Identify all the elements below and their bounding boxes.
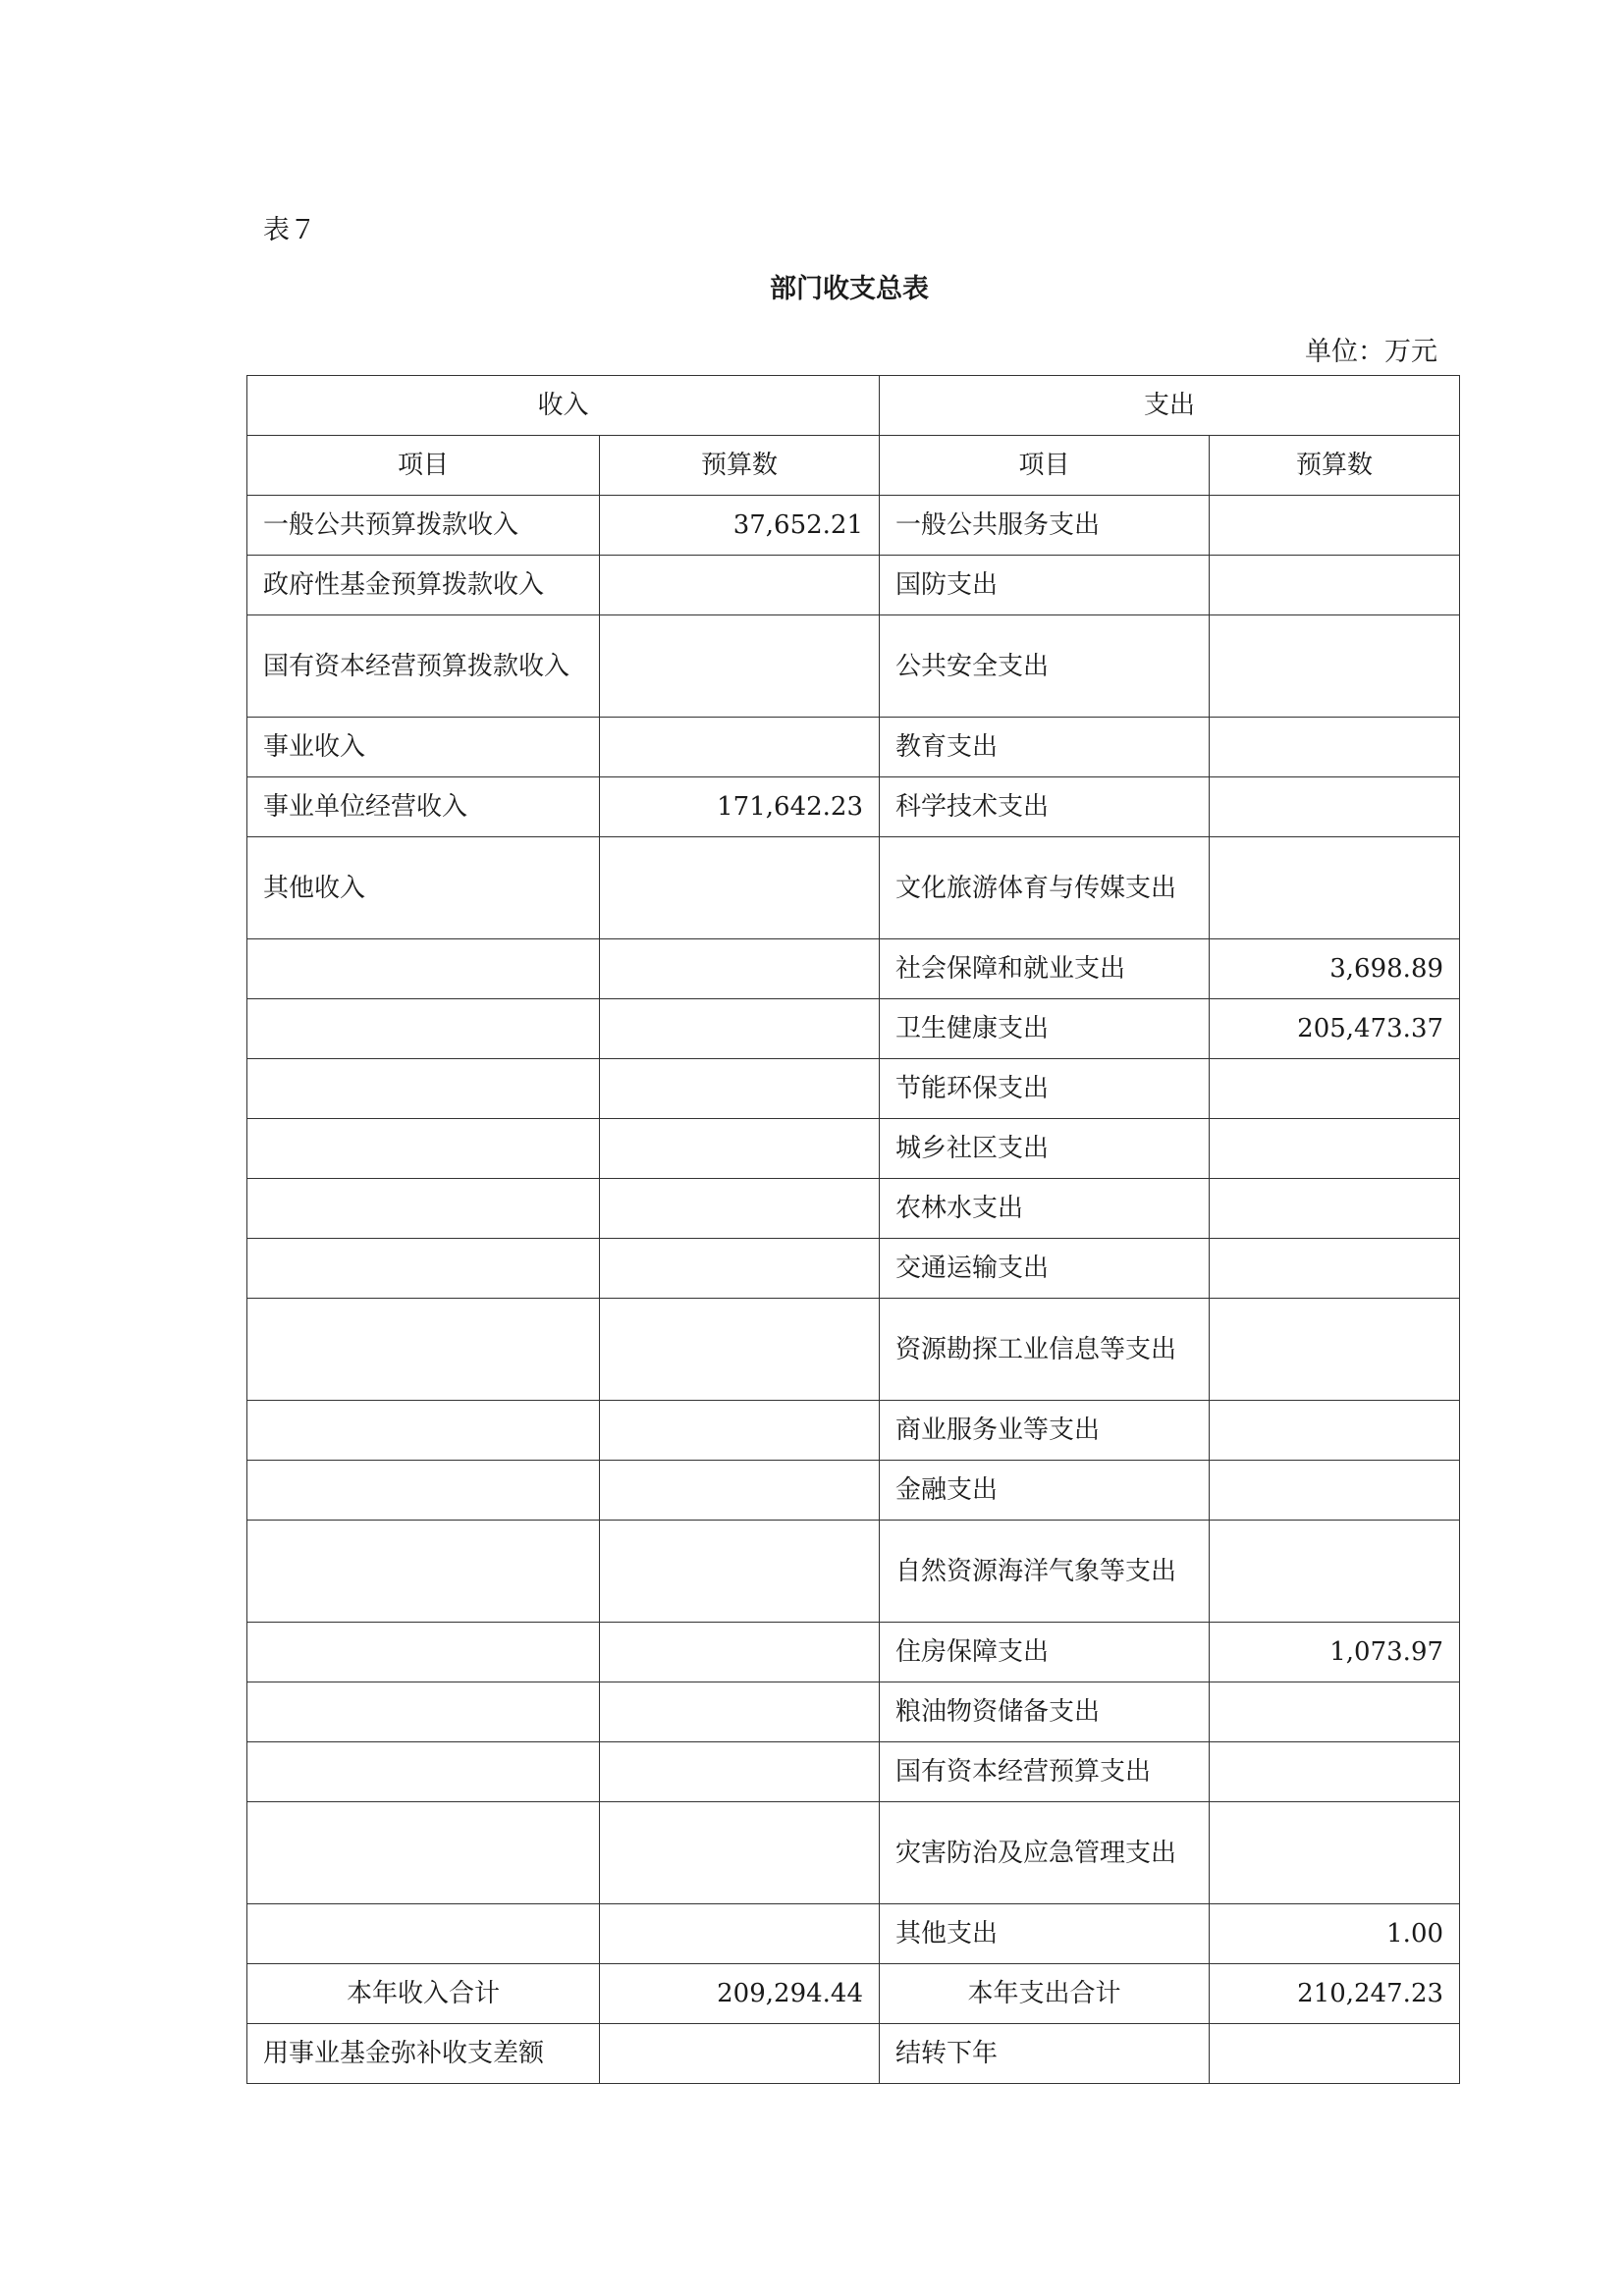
expense-section-header: 支出 <box>880 376 1460 436</box>
income-value <box>600 1623 880 1682</box>
table-row <box>247 1119 1460 1179</box>
expense-item: 社会保障和就业支出 <box>880 939 1210 999</box>
expense-value <box>1210 556 1460 615</box>
income-value <box>600 1059 880 1119</box>
table-row <box>247 1299 1460 1401</box>
expense-value <box>1210 1119 1460 1179</box>
expense-item: 金融支出 <box>880 1461 1210 1521</box>
expense-value: 205,473.37 <box>1210 999 1460 1059</box>
expense-value <box>1210 1299 1460 1401</box>
income-value <box>600 1682 880 1742</box>
expense-value <box>1210 1802 1460 1904</box>
expense-item: 一般公共服务支出 <box>880 496 1210 556</box>
income-value <box>600 1521 880 1623</box>
expense-item: 其他支出 <box>880 1904 1210 1964</box>
section-header-row <box>247 376 1460 436</box>
income-item <box>247 1461 600 1521</box>
expense-item: 自然资源海洋气象等支出 <box>880 1521 1210 1623</box>
income-value <box>600 1119 880 1179</box>
table-row <box>247 718 1460 777</box>
expense-budget-header: 预算数 <box>1210 436 1460 496</box>
income-budget-header: 预算数 <box>600 436 880 496</box>
table-row <box>247 1802 1460 1904</box>
income-item: 政府性基金预算拨款收入 <box>247 556 600 615</box>
income-total-value: 209,294.44 <box>600 1964 880 2024</box>
income-item <box>247 1299 600 1401</box>
income-value <box>600 1802 880 1904</box>
income-value <box>600 718 880 777</box>
expense-item: 商业服务业等支出 <box>880 1401 1210 1461</box>
table-row <box>247 1521 1460 1623</box>
expense-item: 国有资本经营预算支出 <box>880 1742 1210 1802</box>
expense-item: 住房保障支出 <box>880 1623 1210 1682</box>
income-value <box>600 1742 880 1802</box>
table-row <box>247 1461 1460 1521</box>
final-row <box>247 2024 1460 2084</box>
table-row <box>247 777 1460 837</box>
income-item <box>247 1904 600 1964</box>
expense-item: 农林水支出 <box>880 1179 1210 1239</box>
income-item: 一般公共预算拨款收入 <box>247 496 600 556</box>
table-row <box>247 1904 1460 1964</box>
table-number-label: 表７ <box>263 215 316 245</box>
income-item <box>247 1059 600 1119</box>
income-value <box>600 556 880 615</box>
income-value <box>600 1299 880 1401</box>
income-value <box>600 1179 880 1239</box>
table-row <box>247 939 1460 999</box>
expense-value <box>1210 1742 1460 1802</box>
expense-item: 灾害防治及应急管理支出 <box>880 1802 1210 1904</box>
income-value <box>600 939 880 999</box>
totals-row <box>247 1964 1460 2024</box>
expense-value <box>1210 1401 1460 1461</box>
expense-item: 城乡社区支出 <box>880 1119 1210 1179</box>
expense-item: 科学技术支出 <box>880 777 1210 837</box>
income-item <box>247 1239 600 1299</box>
column-header-row <box>247 436 1460 496</box>
income-item <box>247 1682 600 1742</box>
expense-total-value: 210,247.23 <box>1210 1964 1460 2024</box>
expense-value <box>1210 1682 1460 1742</box>
income-item <box>247 1802 600 1904</box>
income-item: 用事业基金弥补收支差额 <box>247 2024 600 2084</box>
unit-note: 单位：万元 <box>1305 337 1437 367</box>
income-item <box>247 1179 600 1239</box>
income-value <box>600 615 880 718</box>
income-value <box>600 1401 880 1461</box>
income-expense-table <box>246 375 1460 2084</box>
expense-item-header: 项目 <box>880 436 1210 496</box>
expense-value: 1,073.97 <box>1210 1623 1460 1682</box>
expense-item: 交通运输支出 <box>880 1239 1210 1299</box>
income-item: 事业单位经营收入 <box>247 777 600 837</box>
table-body <box>247 376 1460 2084</box>
income-value <box>600 2024 880 2084</box>
expense-value <box>1210 2024 1460 2084</box>
expense-value <box>1210 1179 1460 1239</box>
income-value: 37,652.21 <box>600 496 880 556</box>
income-item <box>247 939 600 999</box>
income-item <box>247 1623 600 1682</box>
expense-value <box>1210 1461 1460 1521</box>
income-item <box>247 999 600 1059</box>
income-item <box>247 1521 600 1623</box>
expense-total-label: 本年支出合计 <box>880 1964 1210 2024</box>
table-row <box>247 1179 1460 1239</box>
table-row <box>247 1742 1460 1802</box>
income-section-header: 收入 <box>247 376 880 436</box>
expense-value <box>1210 718 1460 777</box>
income-item <box>247 1119 600 1179</box>
expense-value <box>1210 1521 1460 1623</box>
table-row <box>247 615 1460 718</box>
table-row <box>247 999 1460 1059</box>
expense-value <box>1210 1239 1460 1299</box>
table-row <box>247 1682 1460 1742</box>
expense-item: 文化旅游体育与传媒支出 <box>880 837 1210 939</box>
expense-item: 节能环保支出 <box>880 1059 1210 1119</box>
table-row <box>247 556 1460 615</box>
expense-value <box>1210 496 1460 556</box>
expense-item: 公共安全支出 <box>880 615 1210 718</box>
expense-item: 粮油物资储备支出 <box>880 1682 1210 1742</box>
income-value <box>600 1904 880 1964</box>
income-item: 事业收入 <box>247 718 600 777</box>
income-item <box>247 1401 600 1461</box>
income-value <box>600 837 880 939</box>
table-row <box>247 1623 1460 1682</box>
expense-value <box>1210 837 1460 939</box>
expense-item: 教育支出 <box>880 718 1210 777</box>
expense-item: 资源勘探工业信息等支出 <box>880 1299 1210 1401</box>
income-item: 国有资本经营预算拨款收入 <box>247 615 600 718</box>
expense-item: 国防支出 <box>880 556 1210 615</box>
table-row <box>247 837 1460 939</box>
income-item-header: 项目 <box>247 436 600 496</box>
income-value <box>600 1461 880 1521</box>
income-item: 其他收入 <box>247 837 600 939</box>
table-row <box>247 1401 1460 1461</box>
expense-value <box>1210 777 1460 837</box>
expense-value: 3,698.89 <box>1210 939 1460 999</box>
income-value <box>600 1239 880 1299</box>
expense-item: 结转下年 <box>880 2024 1210 2084</box>
expense-value <box>1210 615 1460 718</box>
income-value: 171,642.23 <box>600 777 880 837</box>
document-title: 部门收支总表 <box>770 274 929 304</box>
expense-value <box>1210 1059 1460 1119</box>
table-row <box>247 1239 1460 1299</box>
income-value <box>600 999 880 1059</box>
table-row <box>247 496 1460 556</box>
income-item <box>247 1742 600 1802</box>
expense-value: 1.00 <box>1210 1904 1460 1964</box>
table-row <box>247 1059 1460 1119</box>
income-total-label: 本年收入合计 <box>247 1964 600 2024</box>
expense-item: 卫生健康支出 <box>880 999 1210 1059</box>
